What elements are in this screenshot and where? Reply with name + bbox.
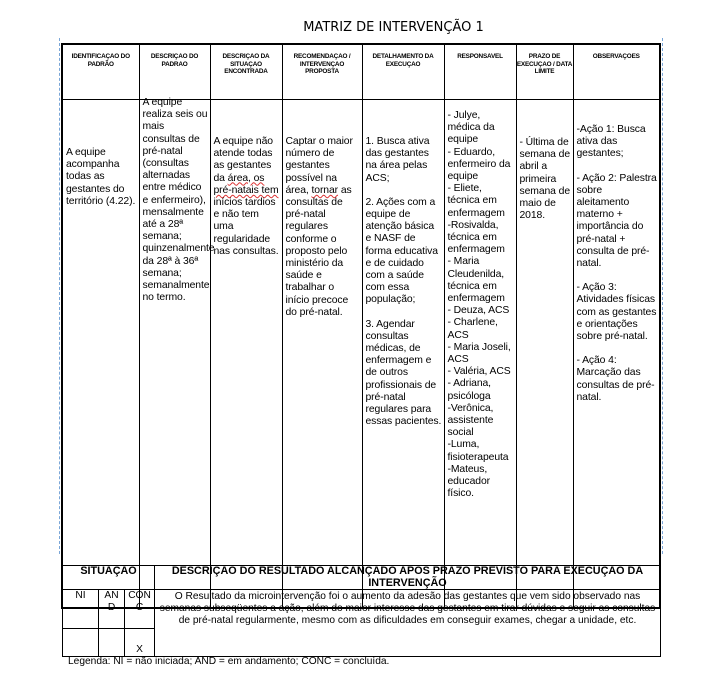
observacao-item: - Ação 4: Marcação das consultas de pré-natal. xyxy=(576,355,655,403)
observacao-item: - Ação 3: Atividades físicas com as gestantes e orientações sobre pré-natal. xyxy=(576,282,657,343)
descricao-header-line2: INTERVENÇÃO xyxy=(368,576,447,589)
header-recomendacao: RECOMENDAÇAO / INTERVENÇAO PROPOSTA xyxy=(282,44,362,100)
status-ni-label: NI xyxy=(63,590,99,629)
cell-descricao-padrao xyxy=(139,97,215,609)
situacao-header: SITUAÇAO xyxy=(63,566,155,590)
situacao-text-2: inícios tardios e não tem uma regularidade nas consultas. xyxy=(213,197,279,257)
resultado-descricao: O Resultado da microintervenção foi o aumento da adesão das gestantes que vem sido observado nas semanas subseqüentes a ação, além do maior interesse das gestantes em tirar dúvidas e seguir as consultas de pré-natal regularmente, mesmo com as dificuldades em conseguir exames, chegar a unidade, etc. xyxy=(155,590,661,657)
identificacao-text: A equipe acompanha todas as gestantes do território (4.22). xyxy=(66,147,136,207)
responsavel-item: -Verônica, assistente social xyxy=(447,402,494,439)
cell-recomendacao xyxy=(282,100,362,609)
prazo-text: - Última de semana de abril a primeira semana de maio de 2018. xyxy=(519,137,571,222)
cell-identificacao xyxy=(62,100,139,609)
status-conc-mark: X xyxy=(125,629,155,657)
responsavel-item: - Deuza, ACS xyxy=(447,305,510,317)
header-responsavel: RESPONSAVEL xyxy=(444,44,516,100)
detalhamento-item: 2. Ações com a equipe de atenção básica e NASF de forma educativa e de cuidado com a saúde com essa população; xyxy=(365,196,438,306)
status-and-label xyxy=(99,590,125,629)
responsavel-item: - Valéria, ACS xyxy=(447,366,511,378)
result-header-row xyxy=(63,566,661,590)
observacao-item: - Ação 2: Palestra sobre aleitamento materno + importância do pré-natal + consulta de pré-natal. xyxy=(576,172,657,270)
situacao-text-1: A equipe não atende todas as gestantes da xyxy=(213,136,273,184)
status-ni-mark xyxy=(63,629,99,657)
title-text: MATRIZ DE INTERVENÇÃO 1 xyxy=(303,20,484,35)
cell-detalhamento xyxy=(362,100,444,609)
status-and-text: AND xyxy=(104,590,119,614)
responsavel-item: -Luma, fisioterapeuta xyxy=(447,439,509,463)
cell-observacoes xyxy=(573,100,660,609)
responsavel-item: - Eliete, técnica em enfermagem xyxy=(447,183,505,219)
header-identificacao: IDENTIFICAÇAO DO PADRÃO xyxy=(62,44,139,100)
cell-situacao-encontrada xyxy=(210,100,282,609)
legend: Legenda: NI = não iniciada; AND = em andamento; CONC = concluída. xyxy=(68,656,390,667)
status-conc-text: CONC xyxy=(128,590,151,614)
header-row xyxy=(62,44,660,100)
status-label-row xyxy=(63,590,661,629)
result-table xyxy=(62,565,661,657)
responsavel-item: - Maria Cleudenilda, técnica em enfermagem xyxy=(447,256,505,305)
header-detalhamento: DETALHAMENTO DA EXECUÇAO xyxy=(362,44,444,100)
responsavel-item: - Julye, médica da equipe xyxy=(447,110,495,146)
observacao-item: -Ação 1: Busca ativa das gestantes; xyxy=(576,124,646,160)
recomendacao-text-1: Captar o maior número de gestantes possível na área, xyxy=(285,136,353,196)
status-conc-label xyxy=(125,590,155,629)
page-margin-left xyxy=(59,38,60,554)
recomendacao-text-2: as consultas de pré-natal regulares conforme o proposto pelo ministério da saúde e trabalhar o início precoce do pré-natal. xyxy=(285,184,352,318)
responsavel-item: - Charlene, ACS xyxy=(447,317,498,341)
page-margin-right xyxy=(662,38,663,554)
responsavel-item: - Maria Joseli, ACS xyxy=(447,341,511,366)
cell-prazo xyxy=(516,100,573,609)
descricao-padrao-text: A equipe realiza seis ou mais consultas de pré-natal (consultas alternadas entre médico e enfermeiro), mensalmente até a 28ª semana; quinzenalmente da 28ª à 36ª semana; semanalmente no termo. xyxy=(142,97,215,304)
header-observacoes: OBSERVAÇOES xyxy=(573,44,660,100)
table-row xyxy=(62,100,660,609)
responsavel-item: -Mateus, educador físico. xyxy=(447,463,491,500)
situacao-text-flagged: área, os pré-natais tem xyxy=(213,172,279,196)
header-prazo: PRAZO DE EXECUÇAO / DATA LIMITE xyxy=(516,44,573,100)
cell-responsavel xyxy=(444,100,516,609)
intervention-matrix-table xyxy=(61,43,661,609)
header-descricao-padrao: DESCRIÇAO DO PADRAO xyxy=(139,44,210,100)
recomendacao-text-flagged: tornar xyxy=(311,184,339,196)
responsavel-item: -Rosivalda, técnica em enfermagem xyxy=(447,219,505,256)
document-title xyxy=(0,20,727,35)
detalhamento-item: 1. Busca ativa das gestantes na área pelas ACS; xyxy=(365,136,430,184)
descricao-resultado-header xyxy=(155,566,661,590)
header-situacao-encontrada: DESCRIÇAO DA SITUAÇAO ENCONTRADA xyxy=(210,44,282,100)
descricao-header-line1: DESCRIÇAO DO RESULTADO ALCANÇADO APOS PRAZO PREVISTO PARA EXECUÇAO DA xyxy=(171,565,644,577)
responsavel-item: - Adriana, psicóloga xyxy=(447,378,491,402)
detalhamento-item: 3. Agendar consultas médicas, de enfermagem e de outros profissionais de pré-natal regulares para essas pacientes. xyxy=(365,318,442,428)
status-and-mark xyxy=(99,629,125,657)
responsavel-item: - Eduardo, enfermeiro da equipe xyxy=(447,146,511,183)
